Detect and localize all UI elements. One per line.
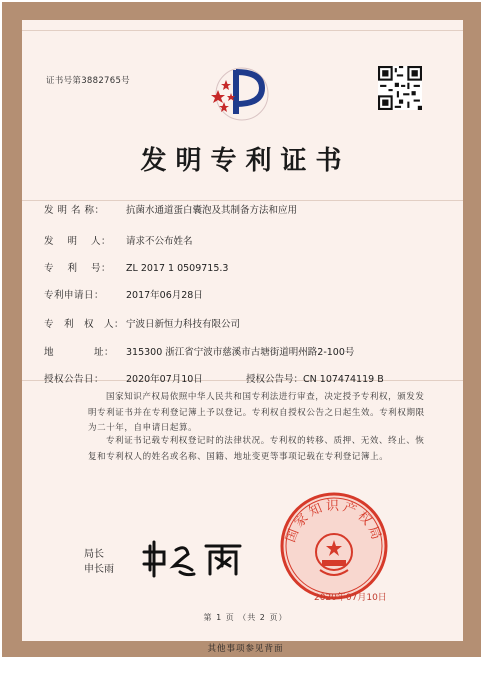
field-address [44, 344, 354, 358]
field-value: 请求不公布姓名 [126, 236, 193, 247]
patent-office-logo-icon [206, 60, 276, 122]
field-invention-name [44, 202, 297, 216]
seal-text: 国家知识产权局 [283, 499, 385, 545]
field-value: 315300 浙江省宁波市慈溪市古塘街道明州路2-100号 [126, 347, 355, 358]
field-label: 发 明 人： [44, 236, 112, 247]
field-announcement [44, 371, 384, 385]
page-number: 第 1 页 （共 2 页） [203, 613, 288, 622]
field-inventor [44, 233, 193, 247]
paper-texture-line [22, 30, 463, 31]
announcement-number-label: 授权公告号： [246, 374, 304, 385]
field-label: 专 利 号： [44, 263, 112, 274]
statement-paragraph: 国家知识产权局依照中华人民共和国专利法进行审查，决定授予专利权，颁发发明专利证书并在专利登记簿上予以登记。专利权自授权公告之日起生效。专利权期限为二十年，自申请日起算。 [88, 392, 425, 433]
director-name: 申长雨 [84, 564, 114, 575]
paper-texture-line [22, 200, 463, 201]
announcement-number: CN 107474119 B [303, 374, 384, 385]
field-label: 发 明 名 称： [44, 205, 105, 216]
field-label: 授权公告日： [44, 374, 105, 385]
notice-paragraph: 专利证书记载专利权登记时的法律状况。专利权的转移、质押、无效、终止、恢复和专利权人的姓名或名称、国籍、地址变更等事项记载在专利登记簿上。 [88, 436, 425, 462]
field-label: 地 址： [44, 347, 115, 358]
field-value: 宁波日新恒力科技有限公司 [126, 319, 241, 330]
director-title: 局长 [84, 549, 104, 560]
qr-code-icon [378, 66, 422, 110]
certificate-number: 证书号第3882765号 [46, 76, 130, 86]
certificate-title: 发明专利证书 [140, 146, 351, 176]
field-value: 抗菌水通道蛋白囊泡及其制备方法和应用 [126, 205, 298, 216]
field-value: ZL 2017 1 0509715.3 [126, 263, 229, 274]
field-application-date [44, 287, 203, 301]
director-signature [140, 536, 260, 580]
field-label: 专 利 权 人： [44, 319, 125, 330]
field-patentee [44, 316, 240, 330]
field-label: 专利申请日： [44, 290, 105, 301]
field-value: 2017年06月28日 [126, 290, 203, 301]
field-patent-number [44, 260, 228, 274]
seal-date: 2020年07月10日 [314, 593, 387, 603]
official-seal [278, 490, 390, 602]
announcement-date: 2020年07月10日 [126, 374, 203, 385]
footer-note: 其他事项参见背面 [207, 644, 284, 654]
